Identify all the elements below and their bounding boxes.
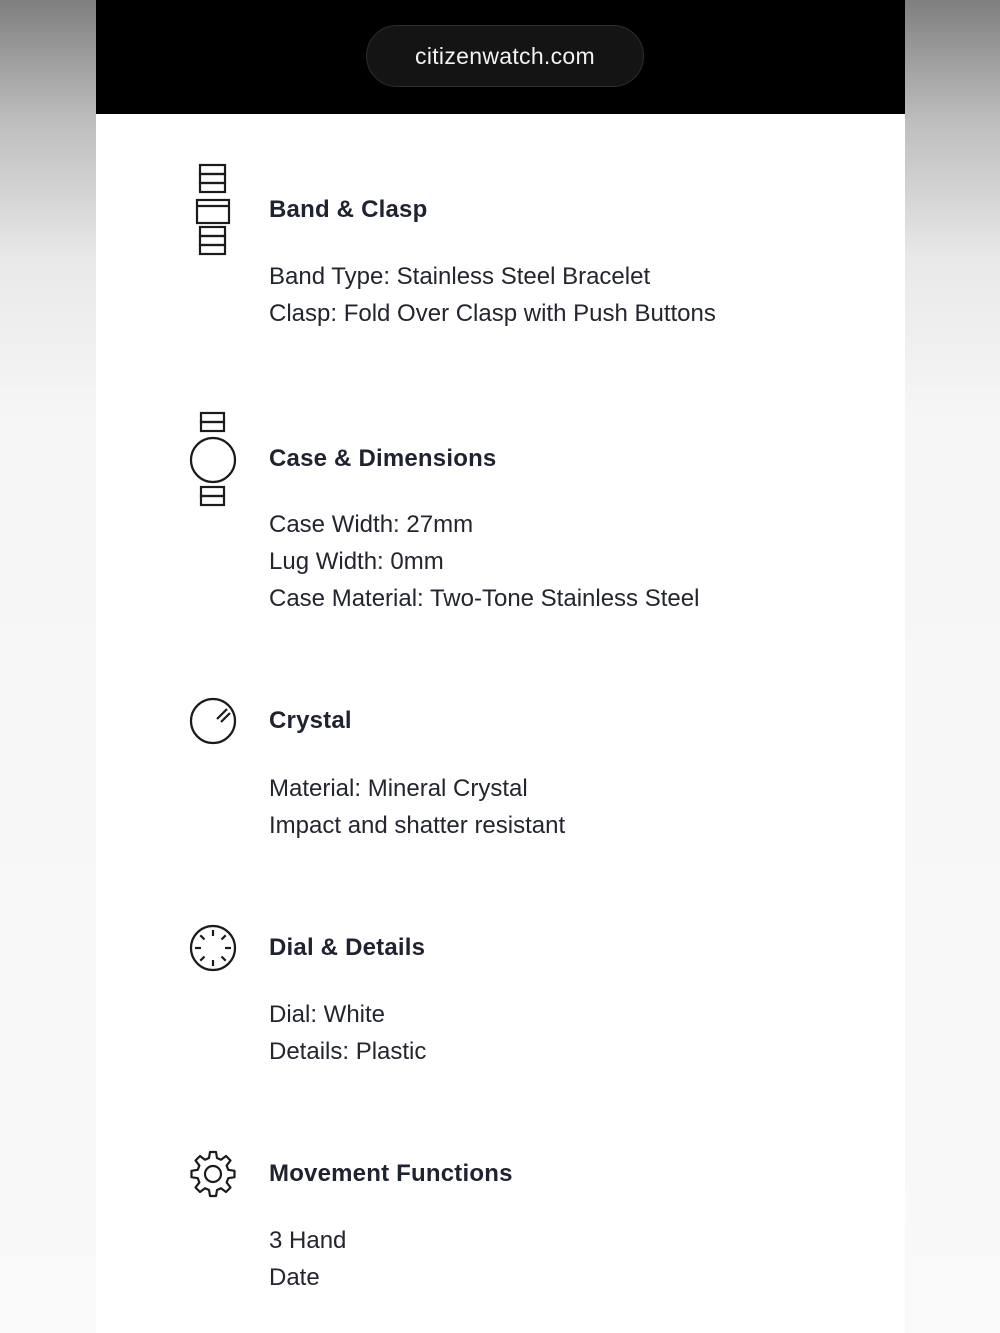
spec-line: Clasp: Fold Over Clasp with Push Buttons bbox=[269, 300, 716, 327]
spec-line: Dial: White bbox=[269, 1001, 386, 1028]
spec-list bbox=[269, 996, 426, 1070]
phone-screen bbox=[96, 0, 905, 1333]
spec-line: Impact and shatter resistant bbox=[269, 812, 566, 839]
spec-line: Band Type: Stainless Steel Bracelet bbox=[269, 263, 651, 290]
spec-line: Details: Plastic bbox=[269, 1038, 427, 1065]
watch-case-icon bbox=[186, 408, 240, 504]
spec-line: Date bbox=[269, 1264, 320, 1291]
section-title: Movement Functions bbox=[269, 1160, 513, 1187]
spec-line: Case Width: 27mm bbox=[269, 511, 474, 538]
spec-list bbox=[269, 770, 565, 844]
spec-line: Lug Width: 0mm bbox=[269, 548, 444, 575]
section-title: Crystal bbox=[269, 707, 352, 734]
url-bar[interactable] bbox=[366, 25, 644, 87]
spec-line: Case Material: Two-Tone Stainless Steel bbox=[269, 585, 700, 612]
spec-line: Material: Mineral Crystal bbox=[269, 775, 528, 802]
crystal-icon bbox=[186, 694, 240, 790]
dial-icon bbox=[186, 921, 240, 1017]
section-title: Case & Dimensions bbox=[269, 445, 497, 472]
spec-list bbox=[269, 1222, 346, 1296]
url-text: citizenwatch.com bbox=[415, 42, 595, 69]
spec-list bbox=[269, 258, 716, 332]
section-title: Dial & Details bbox=[269, 934, 426, 961]
browser-top-bar bbox=[96, 0, 905, 114]
spec-line: 3 Hand bbox=[269, 1227, 347, 1254]
section-title: Band & Clasp bbox=[269, 196, 428, 223]
watch-band-icon bbox=[186, 160, 240, 256]
spec-list bbox=[269, 506, 699, 617]
gear-icon bbox=[186, 1147, 240, 1243]
